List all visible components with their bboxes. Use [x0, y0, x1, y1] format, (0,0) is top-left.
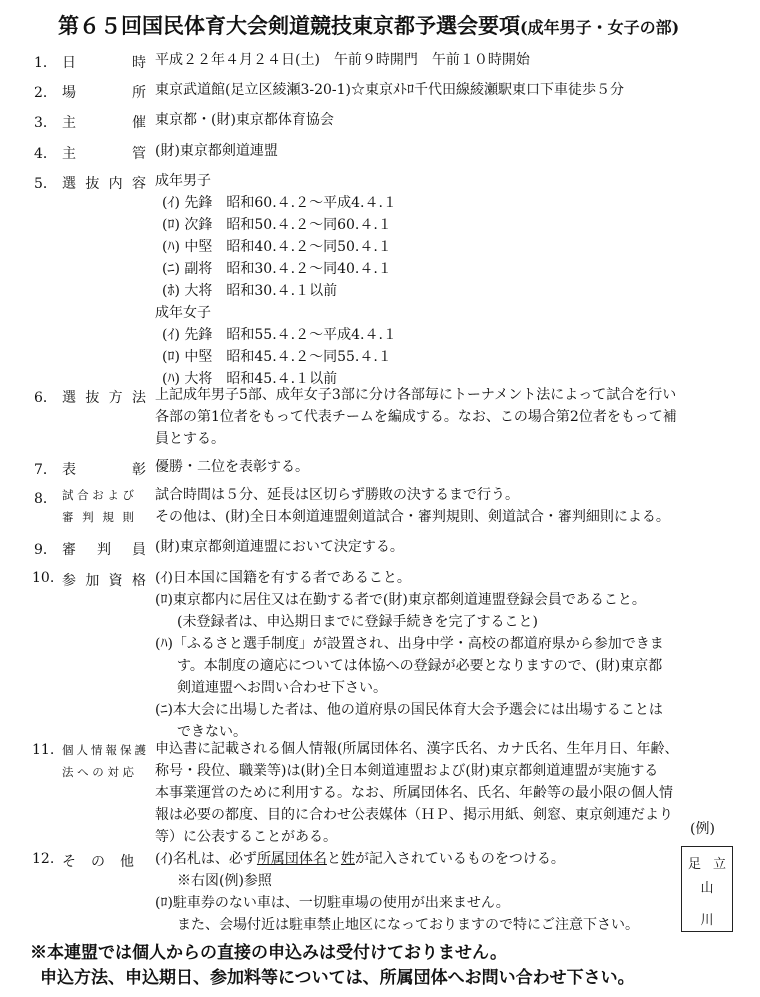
tag-top-right: 立	[712, 857, 726, 872]
section-label: 日 時	[62, 55, 146, 71]
section-label: 選 抜 方 法	[62, 390, 146, 406]
section-label: 場 所	[62, 85, 146, 101]
section-text: (財)東京都剣道連盟	[155, 143, 278, 159]
section-number: 7．	[34, 462, 57, 478]
underlined-surname: 姓	[340, 851, 355, 867]
list-item: (ｲ) 先鋒 昭和60.４.２～平成4.４.１	[162, 195, 397, 211]
title-main: 第６５回国民体育大会剣道競技東京都予選会要項	[58, 13, 520, 38]
men-heading: 成年男子	[155, 173, 211, 189]
title-subtitle: (成年男子・女子の部)	[520, 18, 680, 37]
section-label: 主 催	[62, 115, 146, 131]
section-label: そ の 他	[62, 854, 134, 870]
section-number: 5．	[34, 176, 57, 192]
list-item: (ｲ) 先鋒 昭和55.４.２～平成4.４.１	[162, 327, 397, 343]
section-text: 東京都・(財)東京都体育協会	[155, 112, 334, 128]
section-label: 表 彰	[62, 462, 146, 478]
section-text: (ｲ)名札は、必ず所属団体名と姓が記入されているものをつける。 ※右図(例)参照 (ﾛ)駐車券のない車は、一切駐車場の使用が出来ません。 また、会場付近は駐車禁止地区になっておりますので特にご注意下さい。	[155, 851, 639, 933]
tag-bottom: 川	[700, 913, 714, 928]
section-number: 8．	[34, 491, 57, 507]
footer-note-1: ※本連盟では個人からの直接の申込みは受付けておりません。	[30, 943, 508, 963]
list-item: (ﾊ) 大将 昭和45.４.１以前	[162, 371, 338, 387]
section-number: 11.	[32, 742, 55, 758]
name-tag-example	[681, 846, 733, 932]
list-item: (ﾆ) 副将 昭和30.４.２～同40.４.１	[162, 261, 392, 277]
section-text: 平成２２年４月２４日(土) 午前９時開門 午前１０時開始	[155, 52, 530, 68]
section-text: 優勝・二位を表彰する。	[155, 459, 309, 475]
section-label: 審 判 員	[62, 542, 146, 558]
section-label: 試 合 お よ び 審 判 規 則	[62, 488, 134, 524]
section-label: 主 管	[62, 146, 146, 162]
footer-note-2: 申込方法、申込期日、参加料等については、所属団体へお問い合わせ下さい。	[40, 968, 635, 988]
section-number: 2．	[34, 85, 57, 101]
example-label: (例)	[690, 821, 715, 837]
tag-middle: 山	[700, 881, 714, 896]
section-text: 東京武道館(足立区綾瀬3-20-1)☆東京ﾒﾄﾛ千代田線綾瀬駅東口下車徒歩５分	[155, 82, 625, 98]
section-label: 選 抜 内 容	[62, 176, 146, 192]
section-label: 参 加 資 格	[62, 573, 146, 589]
section-number: 12.	[32, 851, 55, 867]
section-text: 試合時間は５分、延長は区切らず勝敗の決するまで行う。 その他は、(財)全日本剣道連盟剣道試合・審判規則、剣道試合・審判細則による。	[155, 487, 670, 525]
section-number: 9．	[34, 542, 57, 558]
section-text: 申込書に記載される個人情報(所属団体名、漢字氏名、カナ氏名、生年月日、年齢、 称号・段位、職業等)は(財)全日本剣道連盟および(財)東京都剣道連盟が実施する 本事業運営のために利用する。なお、所属団体名、氏名、年齢等の最小限の個人情 報は必要の都度、目的に合わせ公表媒体（ＨＰ、掲示用紙、剣窓、東京剣連だより 等）に公表することがある。	[155, 741, 679, 845]
section-number: 10.	[32, 570, 55, 586]
women-heading: 成年女子	[155, 305, 211, 321]
section-number: 3．	[34, 115, 57, 131]
section-number: 4．	[34, 146, 57, 162]
section-number: 6．	[34, 390, 57, 406]
list-item: (ﾎ) 大将 昭和30.４.１以前	[162, 283, 338, 299]
section-text: 上記成年男子5部、成年女子3部に分け各部毎にトーナメント法によって試合を行い 各部の第1位者をもって代表チームを編成する。なお、この場合第2位者をもって補 員とする。	[155, 387, 677, 447]
list-item: (ﾛ) 次鋒 昭和50.４.２～同60.４.１	[162, 217, 392, 233]
tag-top-left: 足	[687, 857, 701, 872]
section-text	[155, 170, 397, 390]
section-number: 1．	[34, 55, 57, 71]
list-item: (ﾛ) 中堅 昭和45.４.２～同55.４.１	[162, 349, 392, 365]
section-text: (ｲ)日本国に国籍を有する者であること。 (ﾛ)東京都内に居住又は在勤する者で(財)東京都剣道連盟登録会員であること。 (未登録者は、申込期日までに登録手続きを完了すること) (ﾊ)「ふるさと選手制度」が設置され、出身中学・高校の都道府県から参加できま す。本制度の適応については体協への登録が必要となりますので、(財)東京都 剣道連盟へお問い合わせ下さい。 (ﾆ)本大会に出場した者は、他の道府県の国民体育大会予選会には出場することは できない。	[155, 570, 664, 740]
section-label: 個 人 情 報 保 護 法 へ の 対 応	[62, 743, 146, 779]
document-title	[58, 10, 738, 40]
list-item: (ﾊ) 中堅 昭和40.４.２～同50.４.１	[162, 239, 392, 255]
section-text: (財)東京都剣道連盟において決定する。	[155, 539, 404, 555]
underlined-group-name: 所属団体名	[256, 851, 327, 867]
